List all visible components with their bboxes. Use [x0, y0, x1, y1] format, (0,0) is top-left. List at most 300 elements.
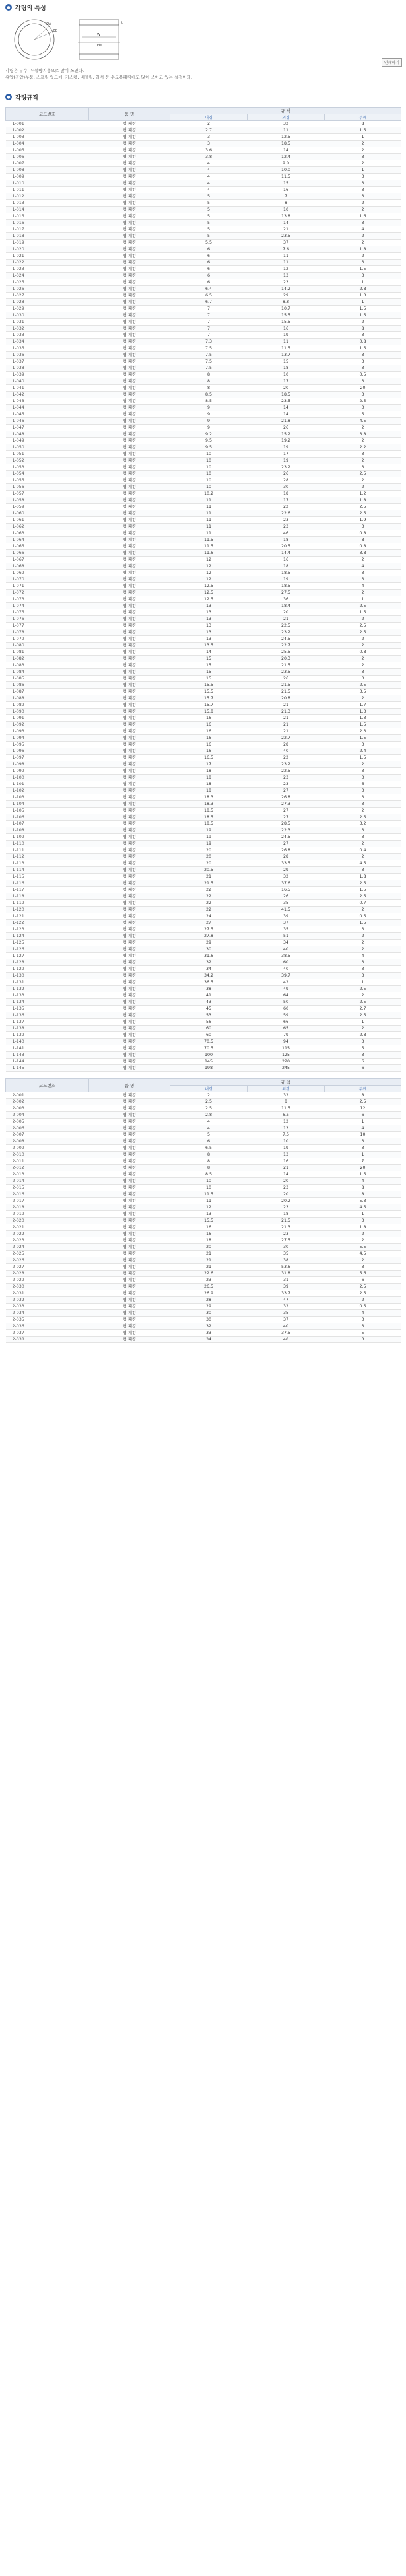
- cell-code: 1-087: [6, 689, 89, 695]
- cell-outer: 53.6: [248, 1264, 325, 1271]
- cell-thick: 8: [325, 1191, 401, 1198]
- cell-inner: 21: [170, 1257, 248, 1264]
- cell-code: 1-114: [6, 867, 89, 874]
- cell-code: 1-103: [6, 794, 89, 801]
- table-row: [6, 1099, 401, 1105]
- cell-name: 평 패킹: [89, 662, 170, 669]
- cell-name: 평 패킹: [89, 959, 170, 966]
- cell-thick: 1.8: [325, 1224, 401, 1231]
- cell-name: 평 패킹: [89, 649, 170, 656]
- cell-inner: 4: [170, 1119, 248, 1125]
- cell-outer: 15: [248, 180, 325, 187]
- cell-thick: 3: [325, 187, 401, 193]
- cell-thick: 2.7: [325, 1006, 401, 1012]
- cell-thick: 0.8: [325, 339, 401, 345]
- cell-outer: 15.2: [248, 431, 325, 438]
- section-title: 각링의 특성: [15, 5, 46, 12]
- cell-outer: 25.5: [248, 649, 325, 656]
- table-row: [6, 260, 401, 266]
- cell-name: 평 패킹: [89, 1092, 170, 1099]
- cell-code: 2-011: [6, 1158, 89, 1165]
- cell-inner: 6.7: [170, 299, 248, 306]
- cell-thick: 3: [325, 154, 401, 160]
- cell-outer: 20.8: [248, 695, 325, 702]
- cell-inner: 5: [170, 1132, 248, 1138]
- cell-code: 1-120: [6, 907, 89, 913]
- cell-thick: 3: [325, 570, 401, 576]
- cell-thick: 3: [325, 1323, 401, 1330]
- cell-inner: 11: [170, 1198, 248, 1204]
- cell-name: 평 패킹: [89, 1304, 170, 1310]
- cell-code: 1-140: [6, 1039, 89, 1045]
- cell-thick: 3: [325, 966, 401, 973]
- cell-inner: 19: [170, 834, 248, 841]
- cell-outer: 19.2: [248, 438, 325, 444]
- cell-name: 평 패킹: [89, 1198, 170, 1204]
- cell-thick: 2: [325, 240, 401, 246]
- cell-inner: 26.9: [170, 1290, 248, 1297]
- cell-outer: 40: [248, 1323, 325, 1330]
- cell-thick: 1.9: [325, 517, 401, 524]
- label-w: W: [97, 33, 100, 37]
- cell-code: 1-129: [6, 966, 89, 973]
- cell-thick: 4.5: [325, 860, 401, 867]
- cell-outer: 27: [248, 788, 325, 794]
- table-row: [6, 365, 401, 372]
- cell-thick: 4: [325, 1125, 401, 1132]
- cell-name: 평 패킹: [89, 1271, 170, 1277]
- cell-thick: 3: [325, 273, 401, 279]
- cell-name: 평 패킹: [89, 418, 170, 425]
- cell-code: 1-122: [6, 920, 89, 926]
- table-row: [6, 827, 401, 834]
- cell-name: 평 패킹: [89, 213, 170, 220]
- cell-code: 1-066: [6, 550, 89, 557]
- cell-inner: 10.2: [170, 491, 248, 497]
- cell-outer: 20: [248, 385, 325, 392]
- cell-code: 1-011: [6, 187, 89, 193]
- cell-inner: 11: [170, 530, 248, 537]
- cell-outer: 23.5: [248, 669, 325, 676]
- cell-name: 평 패킹: [89, 167, 170, 174]
- cell-name: 평 패킹: [89, 841, 170, 847]
- cell-code: 1-127: [6, 953, 89, 959]
- table-row: [6, 1251, 401, 1257]
- cell-outer: 16: [248, 1158, 325, 1165]
- table-row: [6, 992, 401, 999]
- table-row: [6, 1165, 401, 1171]
- cell-code: 1-081: [6, 649, 89, 656]
- table-row: [6, 550, 401, 557]
- cell-code: 1-102: [6, 788, 89, 794]
- cell-code: 1-121: [6, 913, 89, 920]
- cell-code: 1-089: [6, 702, 89, 709]
- cell-outer: 22.7: [248, 735, 325, 742]
- table-row: [6, 319, 401, 326]
- cell-outer: 20: [248, 609, 325, 616]
- cell-code: 1-078: [6, 629, 89, 636]
- cell-name: 평 패킹: [89, 1145, 170, 1152]
- cell-name: 평 패킹: [89, 986, 170, 992]
- cell-thick: 2: [325, 200, 401, 207]
- table-row: [6, 689, 401, 695]
- table-row: [6, 636, 401, 643]
- cell-inner: 15.8: [170, 709, 248, 715]
- col-name-header: 품 명: [89, 1079, 170, 1092]
- cell-thick: 6: [325, 1277, 401, 1284]
- cell-thick: 3.8: [325, 431, 401, 438]
- cell-thick: 3: [325, 1138, 401, 1145]
- cell-outer: 18.4: [248, 603, 325, 609]
- cell-thick: 2.5: [325, 504, 401, 510]
- bullet-icon: ●: [5, 94, 12, 100]
- cell-outer: 8: [248, 1099, 325, 1105]
- cell-thick: 2: [325, 662, 401, 669]
- cell-outer: 9.0: [248, 160, 325, 167]
- cell-inner: 145: [170, 1059, 248, 1065]
- cell-code: 1-046: [6, 418, 89, 425]
- cell-outer: 21.8: [248, 418, 325, 425]
- cell-code: 1-112: [6, 854, 89, 860]
- cell-outer: 21.5: [248, 682, 325, 689]
- cell-code: 2-030: [6, 1284, 89, 1290]
- cell-name: 평 패킹: [89, 537, 170, 543]
- table-row: [6, 1317, 401, 1323]
- col-inner-header: 내경: [170, 1086, 248, 1092]
- cell-outer: 18: [248, 491, 325, 497]
- cell-name: 평 패킹: [89, 174, 170, 180]
- cell-name: 평 패킹: [89, 141, 170, 147]
- table-row: [6, 695, 401, 702]
- cell-outer: 17: [248, 451, 325, 458]
- cell-code: 2-033: [6, 1304, 89, 1310]
- cell-name: 평 패킹: [89, 893, 170, 900]
- table-row: [6, 1304, 401, 1310]
- cell-code: 1-088: [6, 695, 89, 702]
- cell-code: 1-014: [6, 207, 89, 213]
- cell-code: 2-016: [6, 1191, 89, 1198]
- cell-thick: 3: [325, 405, 401, 411]
- cell-thick: 7: [325, 1158, 401, 1165]
- cell-code: 1-038: [6, 365, 89, 372]
- cell-inner: 10: [170, 477, 248, 484]
- cell-outer: 12.4: [248, 154, 325, 160]
- cell-code: 1-028: [6, 299, 89, 306]
- cell-thick: 3: [325, 676, 401, 682]
- table-row: [6, 986, 401, 992]
- cell-name: 평 패킹: [89, 385, 170, 392]
- cell-outer: 35: [248, 900, 325, 907]
- cell-name: 평 패킹: [89, 728, 170, 735]
- cell-name: 평 패킹: [89, 1191, 170, 1198]
- cell-thick: 2: [325, 160, 401, 167]
- cell-code: 1-003: [6, 134, 89, 141]
- cell-inner: 32: [170, 959, 248, 966]
- cell-inner: 4: [170, 180, 248, 187]
- cell-outer: 15: [248, 359, 325, 365]
- cell-outer: 50: [248, 999, 325, 1006]
- cell-outer: 6.5: [248, 1112, 325, 1119]
- cell-code: 1-145: [6, 1065, 89, 1072]
- cell-name: 평 패킹: [89, 1006, 170, 1012]
- cell-outer: 23.5: [248, 398, 325, 405]
- table-row: [6, 682, 401, 689]
- cell-outer: 32: [248, 1092, 325, 1099]
- cell-outer: 23: [248, 775, 325, 781]
- cell-name: 평 패킹: [89, 127, 170, 134]
- table-row: [6, 834, 401, 841]
- cell-name: 평 패킹: [89, 312, 170, 319]
- cell-outer: 21: [248, 728, 325, 735]
- cell-inner: 4: [170, 160, 248, 167]
- cell-outer: 16.5: [248, 887, 325, 893]
- table-row: [6, 398, 401, 405]
- cell-inner: 11.5: [170, 543, 248, 550]
- cell-code: 2-001: [6, 1092, 89, 1099]
- cell-code: 1-132: [6, 986, 89, 992]
- cell-inner: 17: [170, 761, 248, 768]
- cell-code: 1-077: [6, 623, 89, 629]
- col-inner-header: 내경: [170, 114, 248, 121]
- cell-code: 1-124: [6, 933, 89, 940]
- cell-thick: 2.5: [325, 398, 401, 405]
- cell-name: 평 패킹: [89, 425, 170, 431]
- cell-thick: 2.5: [325, 999, 401, 1006]
- cell-name: 평 패킹: [89, 233, 170, 240]
- cell-thick: 2.5: [325, 1290, 401, 1297]
- cell-outer: 22.5: [248, 623, 325, 629]
- table-row: [6, 920, 401, 926]
- cell-inner: 3.8: [170, 154, 248, 160]
- cell-code: 1-027: [6, 293, 89, 299]
- table-row: [6, 1271, 401, 1277]
- cell-code: 1-020: [6, 246, 89, 253]
- cell-code: 2-037: [6, 1330, 89, 1337]
- cell-outer: 24.5: [248, 636, 325, 643]
- cell-outer: 28: [248, 477, 325, 484]
- cell-inner: 12.5: [170, 583, 248, 590]
- cell-thick: 3: [325, 1337, 401, 1343]
- cell-code: 1-042: [6, 392, 89, 398]
- cell-thick: 2.5: [325, 510, 401, 517]
- cell-name: 평 패킹: [89, 1019, 170, 1026]
- table-row: [6, 359, 401, 365]
- cell-outer: 20.2: [248, 1198, 325, 1204]
- cell-thick: 2: [325, 1026, 401, 1032]
- cell-name: 평 패킹: [89, 629, 170, 636]
- cell-outer: 23: [248, 1185, 325, 1191]
- cell-thick: 2: [325, 695, 401, 702]
- cell-name: 평 패킹: [89, 590, 170, 596]
- table-row: [6, 979, 401, 986]
- cell-name: 평 패킹: [89, 1158, 170, 1165]
- cell-inner: 8: [170, 385, 248, 392]
- cell-name: 평 패킹: [89, 1065, 170, 1072]
- cell-code: 1-060: [6, 510, 89, 517]
- table-row: [6, 240, 401, 246]
- cell-inner: 7: [170, 332, 248, 339]
- cell-thick: 4.5: [325, 1204, 401, 1211]
- cell-name: 평 패킹: [89, 682, 170, 689]
- cell-outer: 18.5: [248, 570, 325, 576]
- cell-thick: 2: [325, 761, 401, 768]
- cell-inner: 6: [170, 253, 248, 260]
- cell-outer: 21: [248, 226, 325, 233]
- cell-outer: 23: [248, 524, 325, 530]
- table-row: [6, 1059, 401, 1065]
- cell-name: 평 패킹: [89, 656, 170, 662]
- cell-name: 평 패킹: [89, 1211, 170, 1218]
- cell-inner: 5: [170, 200, 248, 207]
- cell-thick: 2: [325, 1237, 401, 1244]
- cell-outer: 22.3: [248, 827, 325, 834]
- cell-name: 평 패킹: [89, 1059, 170, 1065]
- cell-thick: 20: [325, 1165, 401, 1171]
- cell-outer: 38.5: [248, 953, 325, 959]
- cell-code: 1-002: [6, 127, 89, 134]
- cell-outer: 27: [248, 808, 325, 814]
- table-row: [6, 1052, 401, 1059]
- cell-outer: 20: [248, 1178, 325, 1185]
- cell-name: 평 패킹: [89, 1310, 170, 1317]
- cell-name: 평 패킹: [89, 1251, 170, 1257]
- cell-thick: 1.5: [325, 312, 401, 319]
- cell-inner: 30: [170, 946, 248, 953]
- section-header-spec: [0, 90, 406, 104]
- cell-outer: 7: [248, 193, 325, 200]
- cell-thick: 3: [325, 926, 401, 933]
- cell-name: 평 패킹: [89, 999, 170, 1006]
- cell-inner: 22: [170, 893, 248, 900]
- table-row: [6, 418, 401, 425]
- cell-code: 2-012: [6, 1165, 89, 1171]
- cell-outer: 21: [248, 715, 325, 722]
- cell-outer: 36: [248, 596, 325, 603]
- table-row: [6, 1092, 401, 1099]
- table-row: [6, 867, 401, 874]
- cell-thick: 10: [325, 1132, 401, 1138]
- cell-code: 1-141: [6, 1045, 89, 1052]
- cell-outer: 60: [248, 959, 325, 966]
- cell-outer: 11: [248, 339, 325, 345]
- table-row: [6, 1125, 401, 1132]
- cell-name: 평 패킹: [89, 953, 170, 959]
- cell-inner: 10: [170, 1178, 248, 1185]
- cell-thick: 3: [325, 775, 401, 781]
- print-button[interactable]: 인쇄하기: [382, 58, 402, 67]
- cell-inner: 10: [170, 484, 248, 491]
- cell-thick: 3: [325, 180, 401, 187]
- table-row: [6, 913, 401, 920]
- cell-code: 1-107: [6, 821, 89, 827]
- cell-outer: 22: [248, 755, 325, 761]
- cell-inner: 20: [170, 860, 248, 867]
- cell-inner: 6: [170, 279, 248, 286]
- table-row: [6, 1006, 401, 1012]
- cell-inner: 36.5: [170, 979, 248, 986]
- cell-code: 1-052: [6, 458, 89, 464]
- cell-name: 평 패킹: [89, 260, 170, 266]
- cell-thick: 2: [325, 438, 401, 444]
- cell-code: 1-063: [6, 530, 89, 537]
- cell-thick: 2: [325, 233, 401, 240]
- cell-name: 평 패킹: [89, 438, 170, 444]
- cell-code: 1-111: [6, 847, 89, 854]
- cell-code: 1-061: [6, 517, 89, 524]
- cell-outer: 39: [248, 913, 325, 920]
- cell-code: 2-017: [6, 1198, 89, 1204]
- table-row: [6, 213, 401, 220]
- cell-code: 1-031: [6, 319, 89, 326]
- cell-outer: 14.4: [248, 550, 325, 557]
- cell-outer: 32: [248, 1304, 325, 1310]
- cell-thick: 4: [325, 583, 401, 590]
- cell-name: 평 패킹: [89, 636, 170, 643]
- cell-code: 2-022: [6, 1231, 89, 1237]
- cell-code: 1-068: [6, 563, 89, 570]
- table-row: [6, 187, 401, 193]
- cell-code: 1-080: [6, 643, 89, 649]
- table-row: [6, 484, 401, 491]
- col-spec-header: 규 격: [170, 108, 401, 114]
- cell-inner: 13: [170, 636, 248, 643]
- cell-outer: 21: [248, 722, 325, 728]
- cell-name: 평 패킹: [89, 867, 170, 874]
- cell-outer: 13: [248, 273, 325, 279]
- cell-thick: 1: [325, 1152, 401, 1158]
- cell-name: 평 패킹: [89, 933, 170, 940]
- cell-inner: 6: [170, 246, 248, 253]
- table-row: [6, 266, 401, 273]
- cell-inner: 9: [170, 418, 248, 425]
- cell-outer: 7.5: [248, 1132, 325, 1138]
- cell-inner: 8: [170, 378, 248, 385]
- table-row: [6, 180, 401, 187]
- cell-code: 1-026: [6, 286, 89, 293]
- cell-thick: 1.6: [325, 213, 401, 220]
- cell-thick: 8: [325, 1092, 401, 1099]
- cell-name: 평 패킹: [89, 722, 170, 728]
- cell-inner: 11: [170, 504, 248, 510]
- cell-name: 평 패킹: [89, 1290, 170, 1297]
- cell-thick: 2.5: [325, 880, 401, 887]
- cell-outer: 35: [248, 926, 325, 933]
- cell-name: 평 패킹: [89, 695, 170, 702]
- cell-thick: 2: [325, 992, 401, 999]
- cell-code: 2-036: [6, 1323, 89, 1330]
- table-row: [6, 1231, 401, 1237]
- cell-inner: 21: [170, 1251, 248, 1257]
- cell-code: 1-085: [6, 676, 89, 682]
- cell-thick: 2.5: [325, 893, 401, 900]
- cell-inner: 5: [170, 220, 248, 226]
- table-row: [6, 563, 401, 570]
- cell-inner: 15.7: [170, 702, 248, 709]
- cell-thick: 2: [325, 1231, 401, 1237]
- cell-thick: 3: [325, 378, 401, 385]
- cell-code: 1-065: [6, 543, 89, 550]
- cell-thick: 2: [325, 907, 401, 913]
- cell-thick: 3: [325, 576, 401, 583]
- cell-thick: 2: [325, 854, 401, 860]
- cell-outer: 12: [248, 266, 325, 273]
- cell-name: 평 패킹: [89, 147, 170, 154]
- col-spec-header: 규 격: [170, 1079, 401, 1086]
- label-od: Øe: [97, 44, 102, 48]
- cell-inner: 30: [170, 1310, 248, 1317]
- cell-inner: 21: [170, 1264, 248, 1271]
- cell-thick: 1: [325, 1019, 401, 1026]
